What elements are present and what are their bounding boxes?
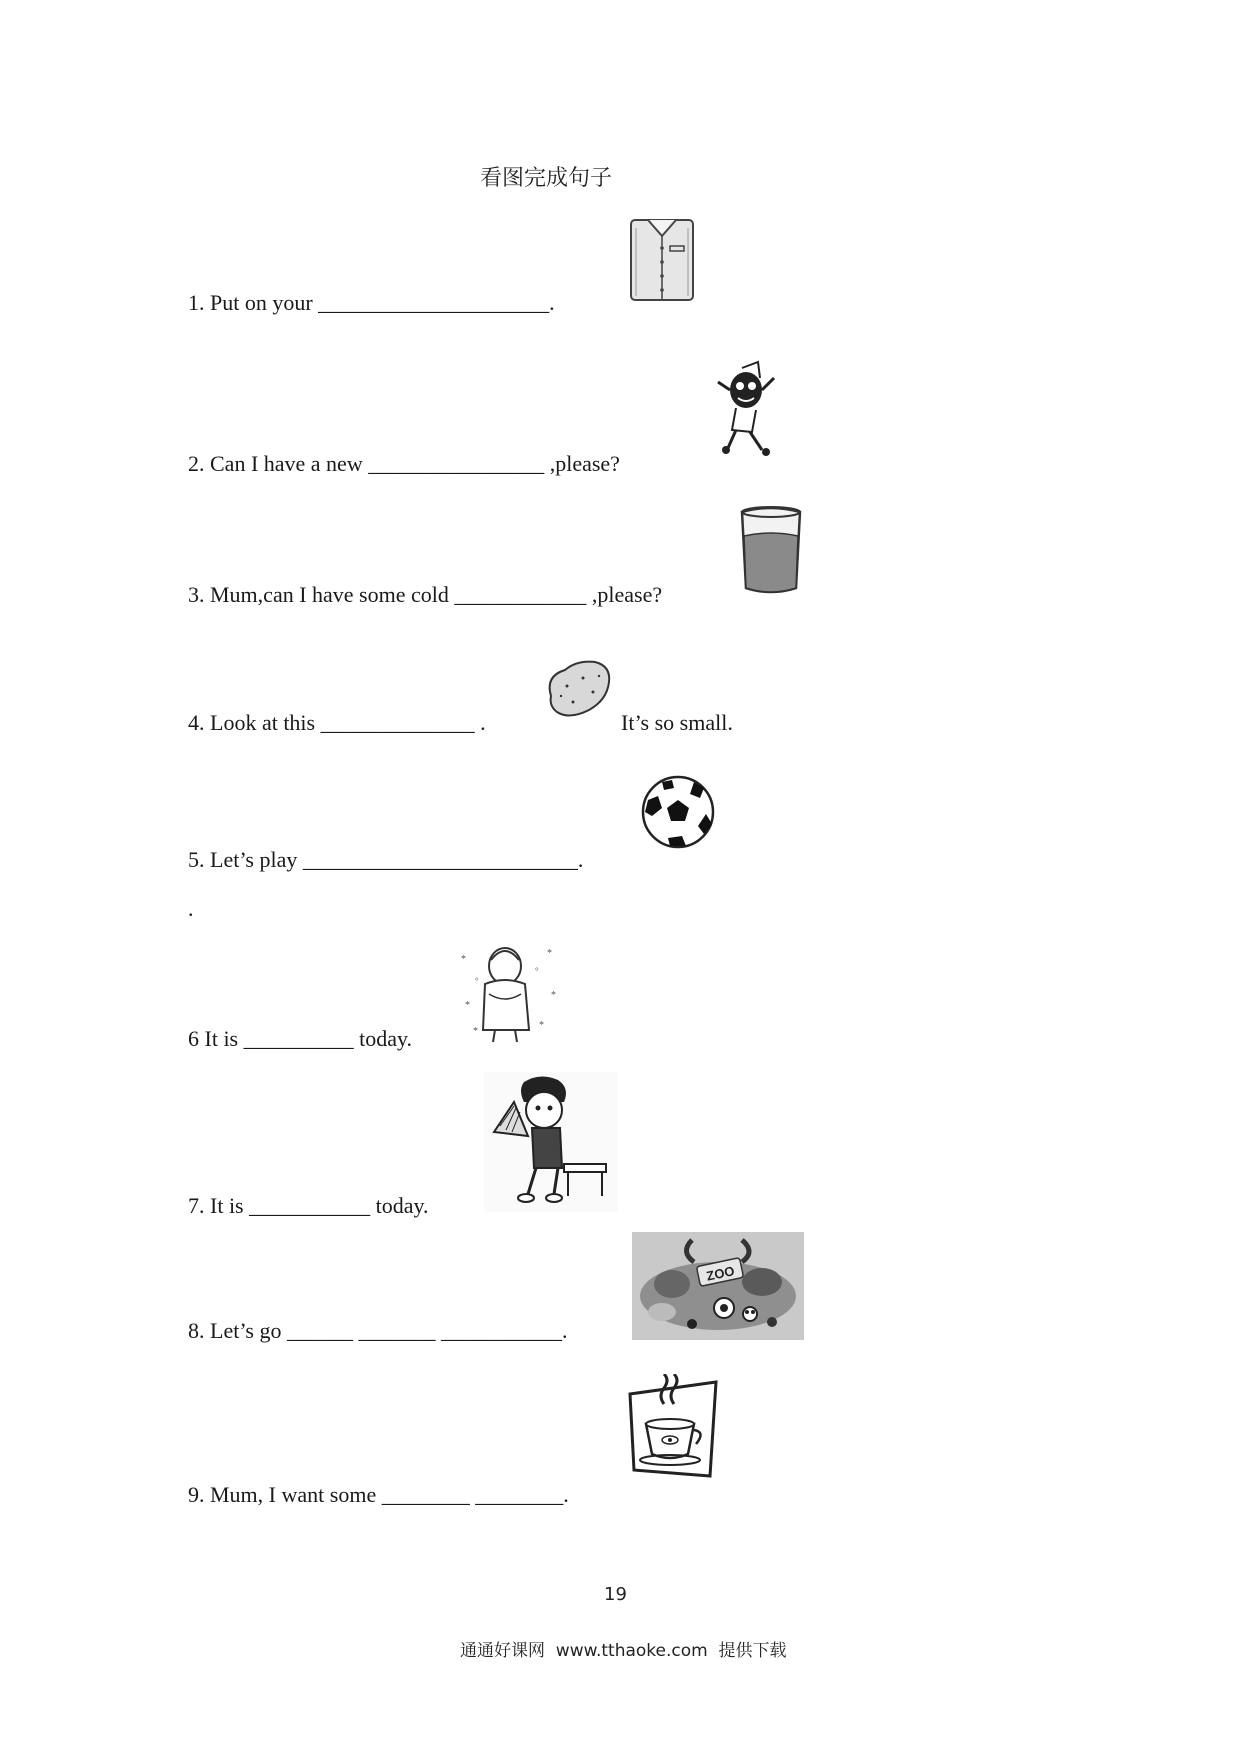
svg-text:°: ° bbox=[535, 966, 539, 976]
robot-toy-picture bbox=[712, 360, 784, 456]
svg-text:*: * bbox=[547, 948, 552, 959]
exercise-9-sentence: 9. Mum, I want some ________ ________. bbox=[188, 1482, 569, 1507]
exercise-2-sentence: 2. Can I have a new ________________ ,please? bbox=[188, 451, 620, 476]
svg-text:*: * bbox=[465, 1000, 470, 1011]
svg-text:*: * bbox=[461, 954, 466, 965]
exercise-1-sentence: 1. Put on your _____________________. bbox=[188, 290, 555, 315]
svg-text:*: * bbox=[539, 1020, 544, 1031]
football-picture bbox=[640, 774, 716, 850]
footer-source: 通通好课网 www.tthaoke.com 提供下载 bbox=[460, 1641, 787, 1661]
exercise-4-followup: It’s so small. bbox=[621, 710, 733, 735]
page-number: 19 bbox=[604, 1584, 627, 1605]
svg-text:*: * bbox=[473, 1026, 478, 1037]
shirt-picture bbox=[628, 214, 696, 302]
exercise-5-sentence: 5. Let’s play _________________________. bbox=[188, 847, 584, 872]
exercise-4-sentence: 4. Look at this ______________ . bbox=[188, 710, 486, 735]
stray-mark: . bbox=[188, 896, 194, 921]
zoo-picture bbox=[632, 1232, 804, 1340]
exercise-3-sentence: 3. Mum,can I have some cold ____________ ,please? bbox=[188, 582, 663, 607]
potato-picture bbox=[543, 656, 613, 722]
hot-drink-picture bbox=[624, 1374, 722, 1482]
glass-of-juice-picture bbox=[738, 504, 804, 596]
exercise-7-sentence: 7. It is ___________ today. bbox=[188, 1193, 429, 1218]
svg-text:*: * bbox=[551, 990, 556, 1001]
svg-text:°: ° bbox=[475, 976, 479, 986]
boy-with-fan-picture bbox=[484, 1072, 618, 1212]
zoo-sign-label: ZOO bbox=[705, 1263, 736, 1284]
exercise-6-sentence: 6 It is __________ today. bbox=[188, 1026, 413, 1051]
exercise-8-sentence: 8. Let’s go ______ _______ ___________. bbox=[188, 1318, 568, 1343]
worksheet-title: 看图完成句子 bbox=[480, 166, 613, 191]
cold-person-picture bbox=[455, 938, 565, 1044]
